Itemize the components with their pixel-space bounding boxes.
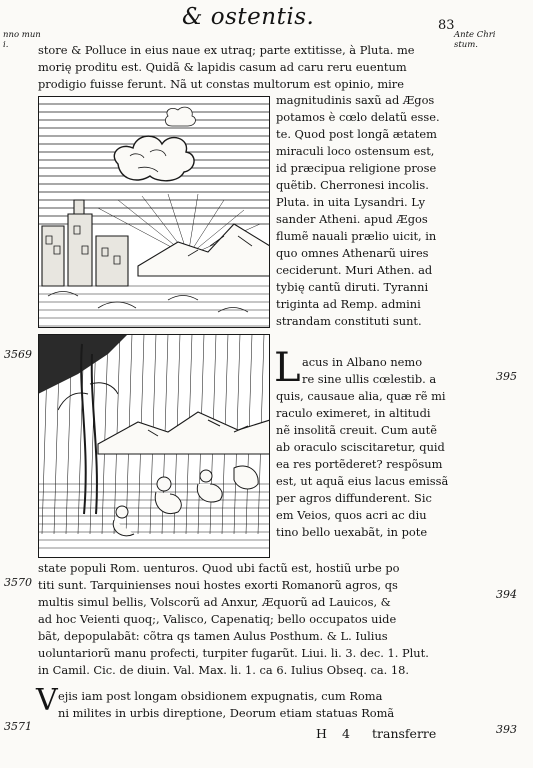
- text-line: titi sunt. Tarquinienses noui hostes exorti Romanorũ agros, qs: [38, 578, 398, 592]
- text-line: triginta ad Remp. admini: [276, 297, 421, 311]
- text-line: state populi Rom. uenturos. Quod ubi factũ est, hostiũ urbe po: [38, 561, 400, 575]
- text-line: id præcipua religione prose: [276, 161, 437, 175]
- signature-number: 4: [342, 726, 350, 741]
- page-title: & ostentis.: [182, 4, 315, 30]
- margin-note-anno-mundi: [3, 30, 41, 50]
- margin-note-line: Ante Chri: [454, 30, 496, 40]
- margin-number: 394: [496, 588, 517, 601]
- drop-cap: L: [274, 345, 301, 391]
- signature-mark: H: [316, 726, 327, 741]
- text-line: acus in Albano nemo: [302, 355, 423, 369]
- margin-note-line: stum.: [454, 40, 479, 50]
- text-line: uoluntariorũ manu profecti, turpiter fugarũt. Liui. li. 3. dec. 1. Plut.: [38, 646, 429, 660]
- margin-year: 3571: [4, 720, 32, 733]
- text-line: te. Quod post longã ætatem: [276, 127, 437, 141]
- text-line: re sine ullis cœlestib. a: [302, 372, 437, 386]
- margin-number: 393: [496, 723, 517, 736]
- text-line: magnitudinis saxũ ad Ægos: [276, 93, 435, 107]
- text-line: ea res portẽderet? respõsum: [276, 457, 443, 471]
- text-line: tino bello uexabãt, in pote: [276, 525, 428, 539]
- woodcut-albano-lake: [38, 334, 270, 558]
- text-line: ab oraculo sciscitaretur, quid: [276, 440, 445, 454]
- text-line: quo omnes Athenarũ uires: [276, 246, 429, 260]
- margin-year: 3570: [4, 576, 32, 589]
- margin-note-ante-christum: [454, 30, 496, 50]
- text-line: flumẽ nauali prælio uicit, in: [276, 229, 437, 243]
- drop-cap: V: [36, 683, 58, 718]
- text-line: tybię cantũ diruti. Tyranni: [276, 280, 429, 294]
- margin-number: 395: [496, 370, 517, 383]
- text-line: raculo eximeret, in altitudi: [276, 406, 431, 420]
- margin-note-line: i.: [3, 40, 9, 50]
- text-line: est, ut aquã eius lacus emissã: [276, 474, 449, 488]
- text-line: multis simul bellis, Volscorũ ad Anxur, Æquorũ ad Lauicos, &: [38, 595, 391, 609]
- text-line: sander Atheni. apud Ægos: [276, 212, 428, 226]
- margin-year: 3569: [4, 348, 32, 361]
- text-line: strandam constituti sunt.: [276, 314, 422, 328]
- text-line: ni milites in urbis direptione, Deorum etiam statuas Romã: [58, 706, 395, 720]
- text-line: ad hoc Veienti quoq;, Valisco, Capenatiq; bello occupatos uide: [38, 612, 397, 626]
- text-line: em Veios, quos acri ac diu: [276, 508, 427, 522]
- text-line: morię proditu est. Quidã & lapidis casum ad caru reru euentum: [38, 60, 407, 74]
- text-line: quẽtib. Cherronesi incolis.: [276, 178, 429, 192]
- text-line: potamos è cœlo delatũ esse.: [276, 110, 440, 124]
- text-line: miraculi loco ostensum est,: [276, 144, 435, 158]
- text-line: in Camil. Cic. de diuin. Val. Max. li. 1. ca 6. Iulius Obseq. ca. 18.: [38, 663, 410, 677]
- text-line: nẽ insolitã creuit. Cum autẽ: [276, 423, 437, 437]
- text-line: store & Polluce in eius naue ex utraq; parte extitisse, à Pluta. me: [38, 43, 415, 57]
- margin-note-line: nno mun: [3, 30, 41, 40]
- woodcut-falling-stone: [38, 96, 270, 328]
- text-line: Pluta. in uita Lysandri. Ly: [276, 195, 426, 209]
- text-line: ejis iam post longam obsidionem expugnatis, cum Roma: [58, 689, 383, 703]
- text-line: quis, causaue alia, quæ rẽ mi: [276, 389, 446, 403]
- text-line: ceciderunt. Muri Athen. ad: [276, 263, 433, 277]
- text-line: bãt, depopulabãt: cõtra qs tamen Aulus Posthum. & L. Iulius: [38, 629, 388, 643]
- page-number: 83: [438, 18, 455, 33]
- text-line: per agros diffunderent. Sic: [276, 491, 432, 505]
- catchword: transferre: [372, 726, 437, 741]
- text-line: prodigio fuisse ferunt. Nã ut constas multorum est opinio, mire: [38, 77, 404, 91]
